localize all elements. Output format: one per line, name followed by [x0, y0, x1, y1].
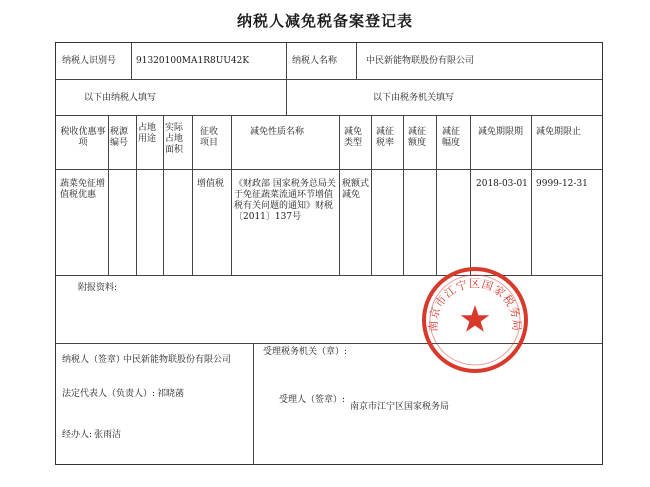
receiver-value: 南京市江宁区国家税务局: [350, 402, 450, 412]
rule-v: [108, 115, 109, 275]
header-item: 税收优惠事项: [60, 127, 106, 148]
rule-v: [286, 79, 287, 115]
rule-v: [339, 115, 340, 275]
rule-v: [253, 343, 254, 465]
row-period-start: 2018-03-01: [476, 179, 528, 189]
header-tax-code: 税源编号: [110, 127, 129, 148]
header-nature: 减免性质名称: [250, 127, 305, 137]
taxpayer-sign-label: 纳税人（签章）: [62, 355, 126, 365]
header-tax-item: 征收项目: [200, 127, 219, 148]
legal-rep-value: 祁晓菡: [157, 389, 185, 399]
official-stamp: [420, 265, 530, 375]
row-tax-item: 增值税: [197, 179, 225, 189]
taxpayer-name-label: 纳税人名称: [292, 56, 338, 66]
header-rate: 减征税率: [376, 127, 395, 148]
taxpayer-name-value: 中民新能物联股份有限公司: [366, 56, 475, 66]
taxpayer-sign-value: 中民新能物联股份有限公司: [123, 355, 232, 365]
header-land-use: 占地用途: [138, 123, 157, 144]
rule-row-2: [56, 115, 602, 116]
authority-label: 受理税务机关（章）:: [263, 347, 348, 357]
attachments-label: 附报资料:: [78, 283, 118, 293]
form-title: 纳税人减免税备案登记表: [236, 12, 413, 30]
row-period-end: 9999-12-31: [536, 179, 588, 189]
rule-v: [163, 115, 164, 275]
header-period-end: 减免期限止: [536, 127, 582, 137]
legal-rep-label: 法定代表人（负责人）:: [62, 389, 156, 399]
row-item: 蔬菜免征增值税优惠: [60, 179, 106, 200]
rule-v: [403, 115, 404, 275]
section-taxpayer-fill: 以下由纳税人填写: [84, 93, 157, 103]
star-icon: [461, 305, 490, 332]
row-nature: 《财政部 国家税务总局关于免征蔬菜流通环节增值税有关问题的通知》财税〔2011〕137号: [234, 179, 336, 222]
rule-row-3: [56, 169, 602, 170]
stamp-text: 南京市江宁区国家税务局: [426, 277, 524, 332]
filing-form: [55, 42, 603, 465]
handler-label: 经办人:: [62, 430, 93, 440]
rule-v: [286, 43, 287, 79]
header-margin: 减征幅度: [442, 127, 461, 148]
taxpayer-id-value: 91320100MA1R8UU42K: [136, 56, 250, 66]
header-amount: 减征额度: [408, 127, 427, 148]
rule-v: [470, 115, 471, 275]
header-type: 减免类型: [344, 127, 363, 148]
rule-v: [192, 115, 193, 275]
rule-row-1: [56, 79, 602, 80]
rule-v: [131, 43, 132, 79]
rule-v: [231, 115, 232, 275]
rule-v: [371, 115, 372, 275]
rule-v: [136, 115, 137, 275]
taxpayer-id-label: 纳税人识别号: [62, 56, 117, 66]
section-authority-fill: 以下由税务机关填写: [373, 93, 455, 103]
row-type: 税额式减免: [342, 179, 370, 200]
handler-value: 张雨洁: [94, 430, 122, 440]
header-period-start: 减免期限期: [478, 127, 524, 137]
header-land-area: 实际占地面积: [165, 123, 184, 155]
rule-v: [531, 115, 532, 275]
receiver-label: 受理人（签章）:: [279, 395, 346, 405]
rule-v: [356, 43, 357, 79]
rule-v: [436, 115, 437, 275]
